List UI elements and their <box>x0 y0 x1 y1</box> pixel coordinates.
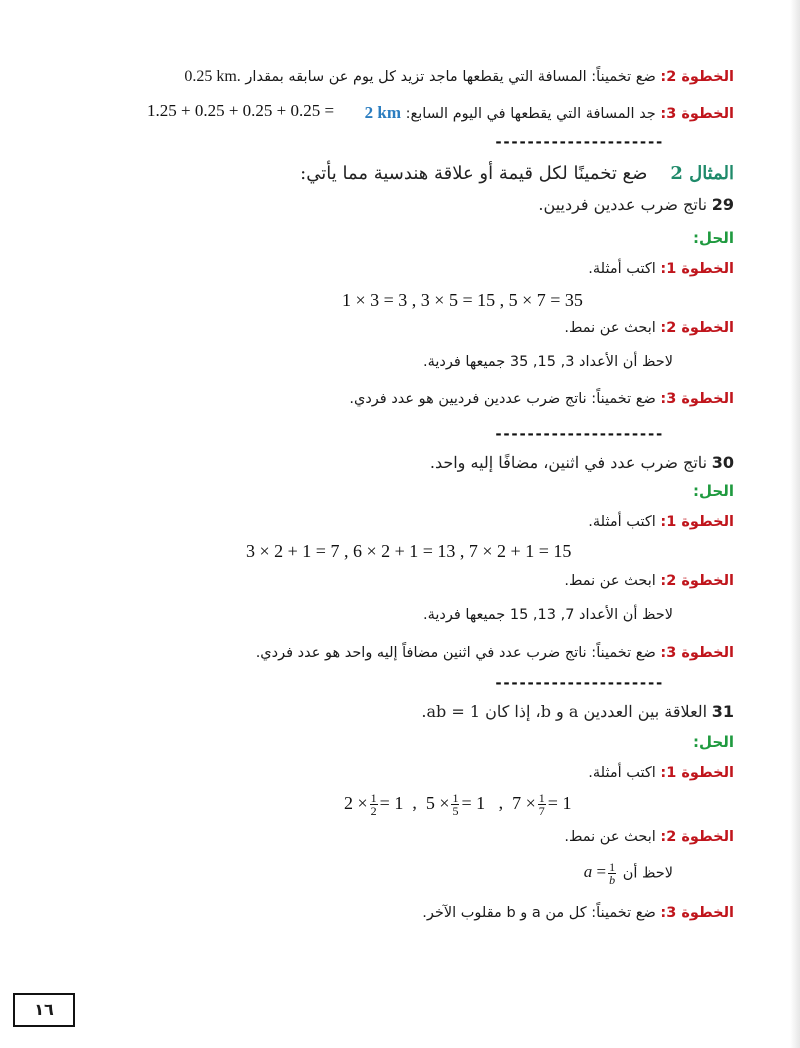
step-3-label: الخطوة 3: <box>660 106 734 122</box>
top-step-2-text: ضع تخميناً: المسافة التي يقطعها ماجد تزيد كل يوم عن سابقه بمقدار <box>245 69 656 85</box>
q30-step-2 <box>564 573 734 589</box>
solution-label-29: الحل: <box>693 229 734 247</box>
step-2-label: الخطوة 2: <box>660 829 734 845</box>
q31-examples: 2 × $\frac{1}{2}$ = 1 , 5 × $\frac{1}{5}$ = 1 , 7 × $\frac{1}{7}$ = 1 <box>344 791 572 818</box>
step-1-label: الخطوة 1: <box>660 765 734 781</box>
q30-step-1-text: اكتب أمثلة. <box>588 514 656 530</box>
step-1-label: الخطوة 1: <box>660 514 734 530</box>
question-31-text: العلاقة بين العددين a و b، إذا كان ab = 1. <box>421 702 708 721</box>
top-step-3-text: جد المسافة التي يقطعها في اليوم السابع: <box>405 106 656 122</box>
q30-pattern: لاحظ أن الأعداد 7, 13, 15 جميعها فردية. <box>423 607 673 623</box>
q31-step-3-text: ضع تخميناً: كل من a و b مقلوب الآخر. <box>422 905 656 921</box>
question-30 <box>430 453 734 472</box>
q29-step-3 <box>349 391 734 407</box>
separator-2: --------------------- <box>494 425 663 443</box>
q29-step-2-text: ابحث عن نمط. <box>564 320 656 336</box>
q31-step-2 <box>564 829 734 845</box>
example-2-title: ضع تخمينًا لكل قيمة أو علاقة هندسية مما يأتي: <box>300 163 648 184</box>
example-2-tag: المثال 2 <box>670 163 734 184</box>
example-2-heading <box>300 163 734 184</box>
q31-example-2: 5 × $\frac{1}{5}$ = 1 <box>425 791 486 818</box>
step-2-label: الخطوة 2: <box>660 69 734 85</box>
q29-step-3-text: ضع تخميناً: ناتج ضرب عددين فرديين هو عدد فردي. <box>349 391 656 407</box>
question-31 <box>421 702 734 721</box>
page-number-box <box>13 993 75 1027</box>
top-step-3-expression: 1.25 + 0.25 + 0.25 + 0.25 = <box>147 101 335 120</box>
top-step-2 <box>184 68 734 86</box>
q31-pattern-prefix: لاحظ أن <box>622 865 673 882</box>
step-2-label: الخطوة 2: <box>660 573 734 589</box>
top-step-2-value: 0.25 km. <box>184 68 241 85</box>
step-1-label: الخطوة 1: <box>660 261 734 277</box>
q29-step-1-text: اكتب أمثلة. <box>588 261 656 277</box>
page-number: ١٦ <box>34 1000 54 1019</box>
solution-label-31: الحل: <box>693 733 734 751</box>
q30-step-1 <box>588 514 734 530</box>
q29-examples: 1 × 3 = 3 , 3 × 5 = 15 , 5 × 7 = 35 <box>342 290 583 310</box>
q31-example-1: 2 × $\frac{1}{2}$ = 1 <box>344 791 404 818</box>
q30-step-3-text: ضع تخميناً: ناتج ضرب عدد في اثنين مضافاً إليه واحد هو عدد فردي. <box>255 645 656 661</box>
q31-step-1 <box>588 765 734 781</box>
q31-example-3: 7 × $\frac{1}{7}$ = 1 <box>512 791 572 818</box>
q30-step-2-text: ابحث عن نمط. <box>564 573 656 589</box>
question-29-text: ناتج ضرب عددين فرديين. <box>538 195 708 214</box>
q31-step-1-text: اكتب أمثلة. <box>588 765 656 781</box>
solution-label-30: الحل: <box>693 482 734 500</box>
q29-step-2 <box>564 320 734 336</box>
q30-examples: 3 × 2 + 1 = 7 , 6 × 2 + 1 = 13 , 7 × 2 + 1 = 15 <box>246 541 572 561</box>
q31-pattern <box>584 861 673 886</box>
q29-pattern: لاحظ أن الأعداد 3, 15, 35 جميعها فردية. <box>423 354 673 370</box>
question-29-number: 29 <box>711 195 734 214</box>
separator-3: --------------------- <box>494 674 663 692</box>
q31-step-3 <box>422 905 734 921</box>
q29-step-1 <box>588 261 734 277</box>
q30-step-3 <box>256 645 734 661</box>
separator-1: --------------------- <box>494 133 663 151</box>
question-30-number: 30 <box>711 453 734 472</box>
page-edge-shadow <box>790 0 800 1048</box>
top-step-3-result: 2 km <box>364 103 402 122</box>
step-3-label: الخطوة 3: <box>660 905 734 921</box>
top-step-3 <box>365 103 734 123</box>
question-29 <box>538 195 734 214</box>
step-3-label: الخطوة 3: <box>660 645 734 661</box>
step-3-label: الخطوة 3: <box>660 391 734 407</box>
q31-pattern-formula: a = $\frac{1}{b}$ <box>583 860 616 887</box>
q31-step-2-text: ابحث عن نمط. <box>564 829 656 845</box>
step-2-label: الخطوة 2: <box>660 320 734 336</box>
question-30-text: ناتج ضرب عدد في اثنين، مضافًا إليه واحد. <box>429 453 708 472</box>
question-31-number: 31 <box>711 702 734 721</box>
